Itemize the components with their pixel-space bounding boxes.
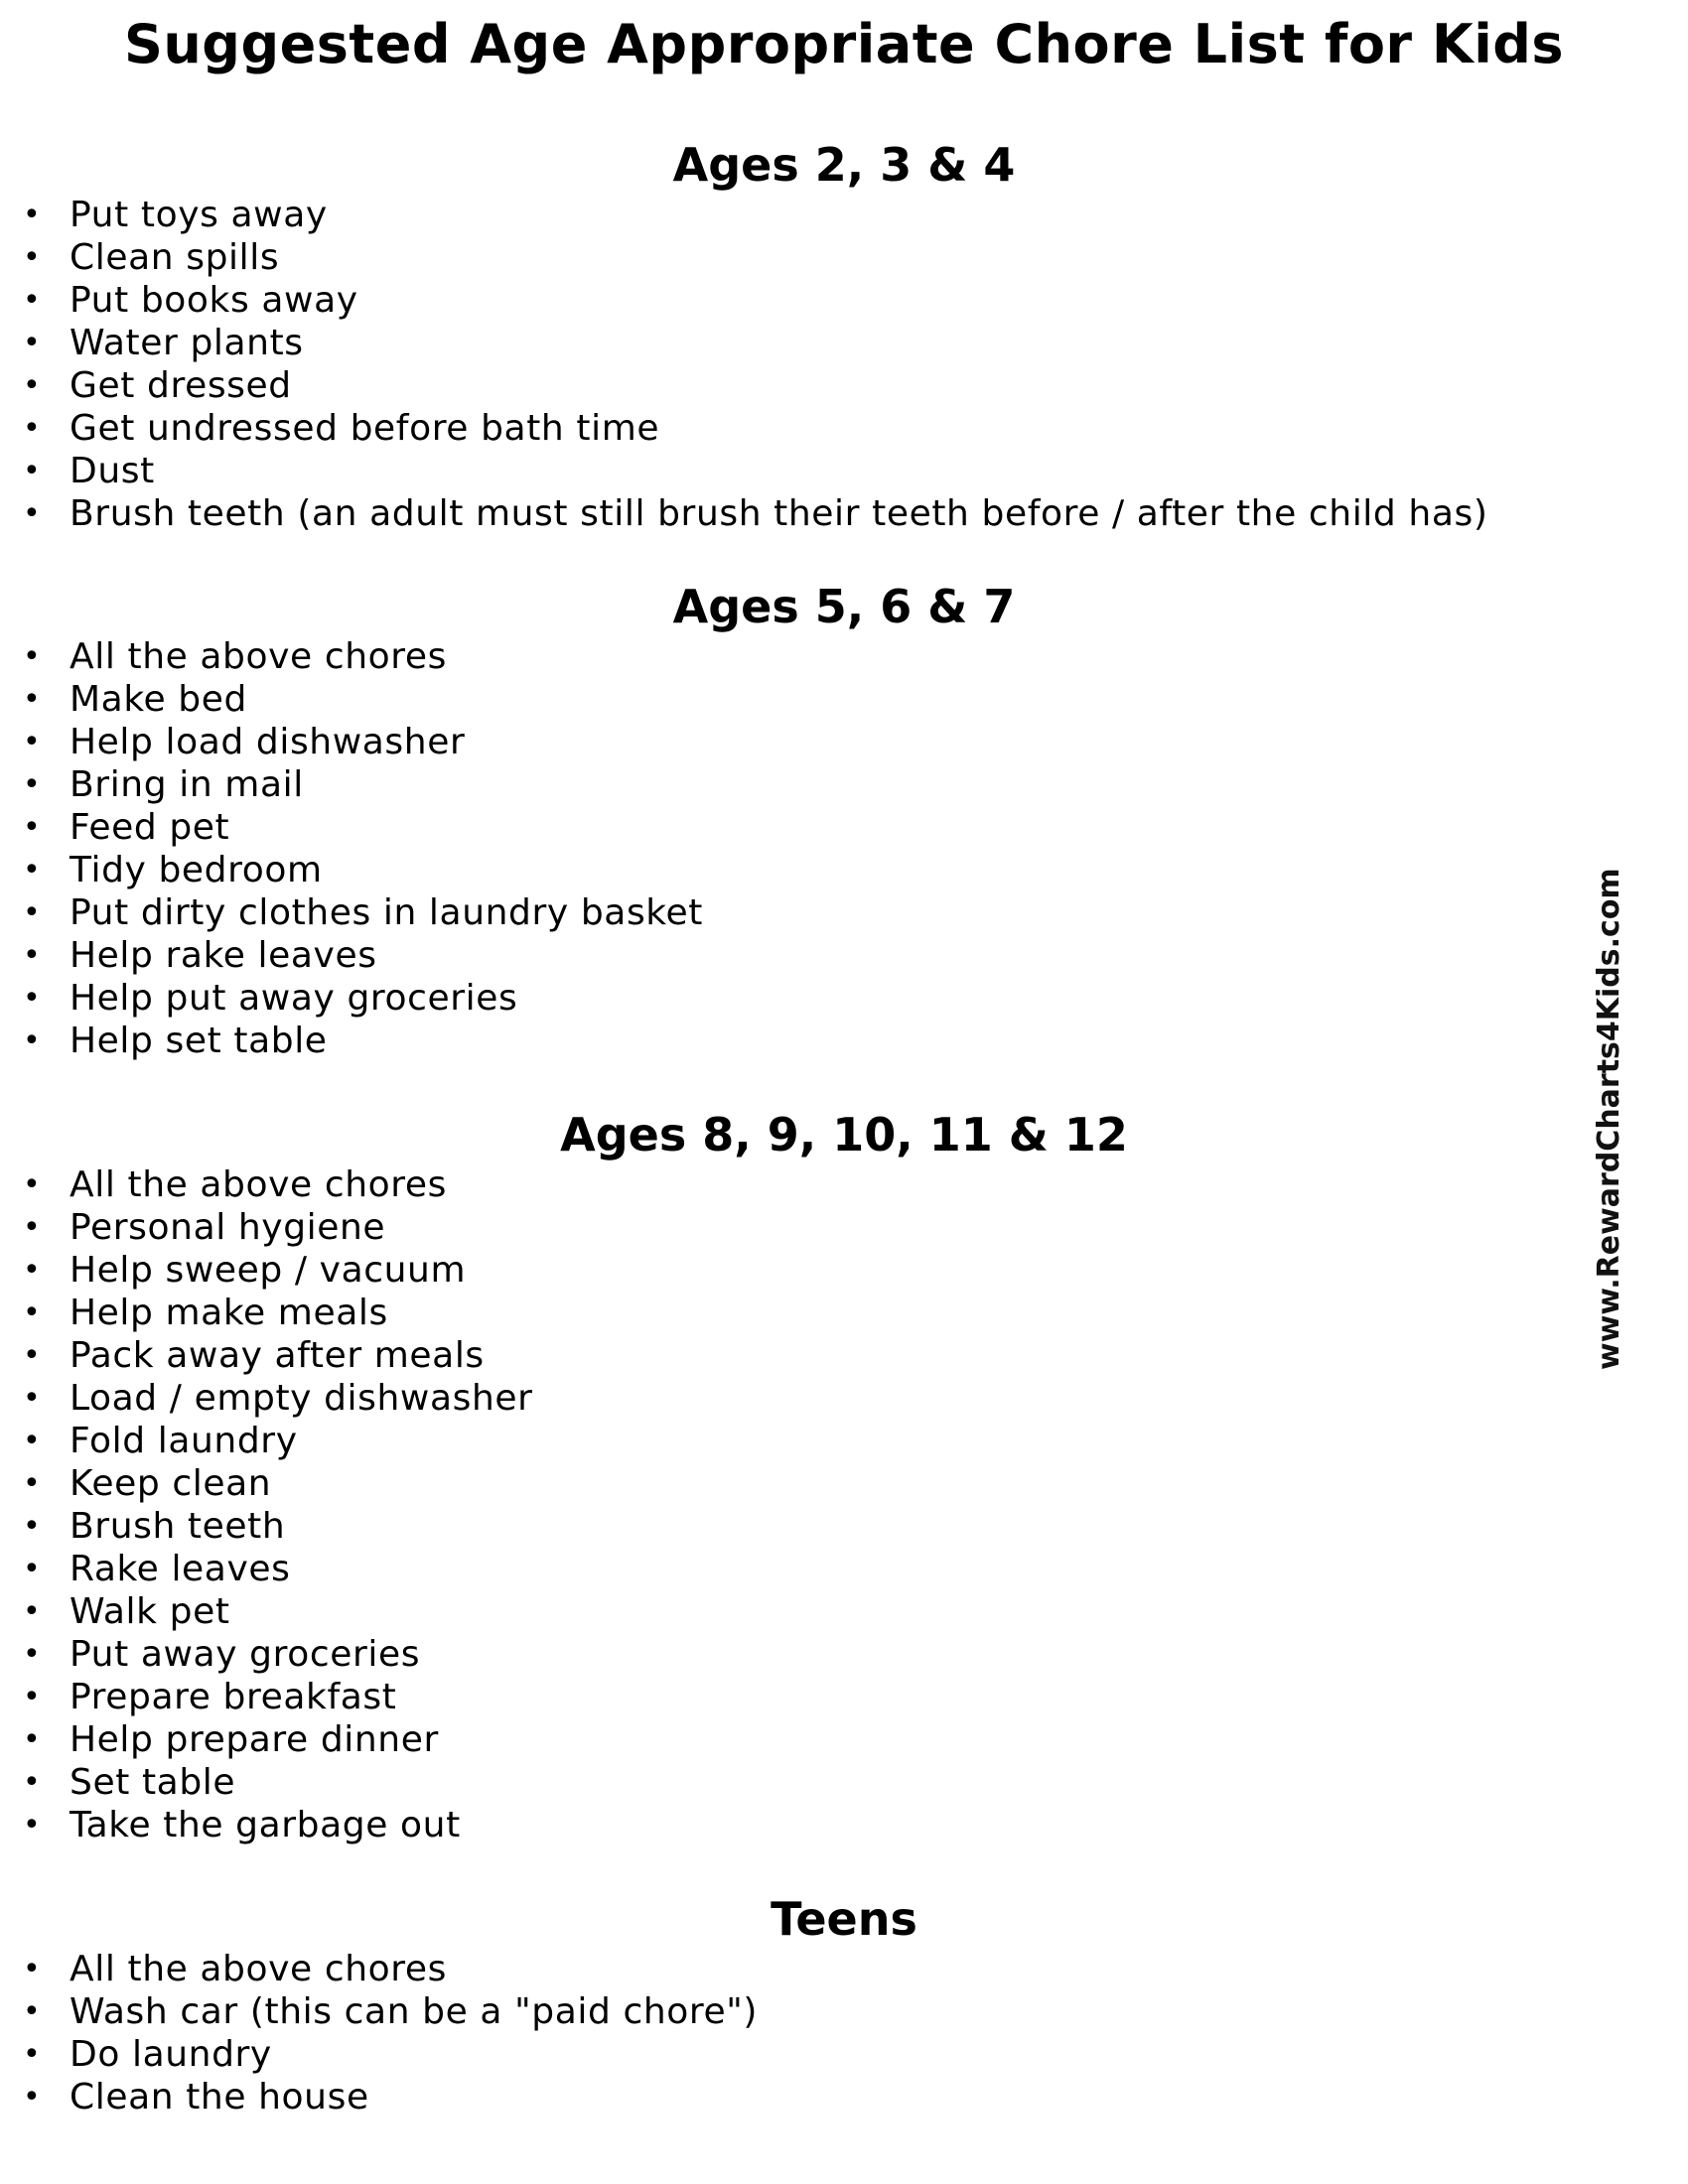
chore-text: All the above chores [70, 636, 447, 677]
chore-text: Put dirty clothes in laundry basket [70, 892, 703, 933]
bullet-icon: • [23, 1765, 42, 1800]
chore-text: Take the garbage out [70, 1805, 461, 1845]
chore-text: Help prepare dinner [70, 1719, 439, 1760]
list-item [0, 1163, 1688, 1206]
list-item [0, 849, 1688, 891]
list-item [0, 322, 1688, 364]
list-item [0, 1718, 1688, 1761]
bullet-icon: • [23, 1637, 42, 1672]
chore-text: Help sweep / vacuum [70, 1250, 467, 1291]
website-watermark: www.RewardCharts4Kids.com [1592, 868, 1626, 1370]
chore-text: Clean spills [70, 237, 280, 278]
chore-list [0, 1948, 1688, 2118]
bullet-icon: • [23, 1594, 42, 1629]
list-item [0, 1377, 1688, 1420]
chore-text: Help rake leaves [70, 935, 377, 976]
list-item [0, 194, 1688, 236]
bullet-icon: • [23, 1167, 42, 1202]
bullet-icon: • [23, 283, 42, 318]
chore-text: Put away groceries [70, 1634, 421, 1675]
list-item [0, 1249, 1688, 1292]
list-item [0, 1990, 1688, 2033]
bullet-icon: • [23, 1253, 42, 1288]
list-item [0, 279, 1688, 322]
section-heading: Teens [771, 1892, 917, 1946]
list-item [0, 721, 1688, 763]
list-item [0, 2033, 1688, 2076]
list-item [0, 977, 1688, 1020]
list-item [0, 1761, 1688, 1804]
bullet-icon: • [23, 368, 42, 403]
list-item [0, 635, 1688, 678]
bullet-icon: • [23, 1994, 42, 2029]
bullet-icon: • [23, 454, 42, 488]
list-item [0, 1804, 1688, 1846]
chore-text: Help make meals [70, 1293, 388, 1333]
chore-text: Dust [70, 451, 155, 491]
list-item [0, 678, 1688, 721]
list-item [0, 934, 1688, 977]
bullet-icon: • [23, 1381, 42, 1416]
chore-text: Wash car (this can be a "paid chore") [70, 1991, 759, 2032]
bullet-icon: • [23, 767, 42, 802]
list-item [0, 1462, 1688, 1505]
list-item [0, 1206, 1688, 1249]
list-item [0, 1334, 1688, 1377]
list-item [0, 2076, 1688, 2118]
chore-list [0, 635, 1688, 1062]
bullet-icon: • [23, 682, 42, 717]
chore-text: Bring in mail [70, 764, 304, 805]
list-item [0, 236, 1688, 279]
bullet-icon: • [23, 1424, 42, 1458]
bullet-icon: • [23, 1466, 42, 1501]
chore-text: Get undressed before bath time [70, 408, 660, 449]
bullet-icon: • [23, 895, 42, 930]
bullet-icon: • [23, 639, 42, 674]
section-ages-2-3-4 [0, 136, 1688, 535]
bullet-icon: • [23, 496, 42, 531]
chore-text: Put books away [70, 280, 358, 321]
chore-text: Brush teeth (an adult must still brush their teeth before / after the child has) [70, 493, 1488, 534]
chore-text: Get dressed [70, 365, 292, 406]
bullet-icon: • [23, 981, 42, 1016]
bullet-icon: • [23, 411, 42, 446]
chore-text: Feed pet [70, 807, 230, 848]
section-heading: Ages 2, 3 & 4 [672, 138, 1016, 192]
bullet-icon: • [23, 1808, 42, 1843]
chore-text: Help set table [70, 1021, 328, 1061]
chore-text: Do laundry [70, 2034, 272, 2075]
chore-text: Water plants [70, 323, 304, 363]
list-item [0, 1676, 1688, 1718]
section-heading: Ages 8, 9, 10, 11 & 12 [560, 1108, 1128, 1161]
chore-text: Clean the house [70, 2077, 369, 2117]
bullet-icon: • [23, 1952, 42, 1986]
bullet-icon: • [23, 240, 42, 275]
list-item [0, 806, 1688, 849]
chore-text: Walk pet [70, 1591, 230, 1632]
list-item [0, 891, 1688, 934]
bullet-icon: • [23, 1338, 42, 1373]
page-title: Suggested Age Appropriate Chore List for Kids [123, 13, 1565, 75]
bullet-icon: • [23, 1024, 42, 1058]
bullet-icon: • [23, 1296, 42, 1330]
chore-text: Fold laundry [70, 1421, 298, 1461]
bullet-icon: • [23, 1722, 42, 1757]
chore-text: Load / empty dishwasher [70, 1378, 533, 1419]
chore-list [0, 194, 1688, 535]
list-item [0, 407, 1688, 450]
chore-text: Brush teeth [70, 1506, 286, 1547]
list-item [0, 1590, 1688, 1633]
bullet-icon: • [23, 853, 42, 887]
section-heading: Ages 5, 6 & 7 [672, 580, 1016, 633]
bullet-icon: • [23, 2080, 42, 2115]
list-item [0, 364, 1688, 407]
chore-text: Help put away groceries [70, 978, 518, 1019]
chore-text: Personal hygiene [70, 1207, 386, 1248]
list-item [0, 1020, 1688, 1062]
list-item [0, 1420, 1688, 1462]
section-ages-5-6-7 [0, 578, 1688, 1062]
chore-text: All the above chores [70, 1164, 447, 1205]
chore-list [0, 1163, 1688, 1846]
bullet-icon: • [23, 1509, 42, 1544]
list-item [0, 763, 1688, 806]
chore-text: Set table [70, 1762, 236, 1803]
bullet-icon: • [23, 810, 42, 845]
chore-text: Keep clean [70, 1463, 272, 1504]
bullet-icon: • [23, 198, 42, 232]
bullet-icon: • [23, 326, 42, 360]
section-ages-8-to-12 [0, 1106, 1688, 1846]
chore-text: Rake leaves [70, 1549, 291, 1589]
chore-text: Make bed [70, 679, 247, 720]
bullet-icon: • [23, 1552, 42, 1586]
chore-text: Put toys away [70, 195, 328, 235]
bullet-icon: • [23, 1680, 42, 1714]
bullet-icon: • [23, 2037, 42, 2072]
chore-text: Help load dishwasher [70, 722, 466, 762]
list-item [0, 1292, 1688, 1334]
bullet-icon: • [23, 1210, 42, 1245]
list-item [0, 1548, 1688, 1590]
section-teens [0, 1890, 1688, 2118]
list-item [0, 492, 1688, 535]
list-item [0, 450, 1688, 492]
list-item [0, 1633, 1688, 1676]
chore-text: All the above chores [70, 1949, 447, 1989]
list-item [0, 1505, 1688, 1548]
bullet-icon: • [23, 725, 42, 759]
chore-text: Prepare breakfast [70, 1677, 397, 1717]
bullet-icon: • [23, 938, 42, 973]
list-item [0, 1948, 1688, 1990]
chore-text: Tidy bedroom [70, 850, 323, 890]
chore-text: Pack away after meals [70, 1335, 485, 1376]
